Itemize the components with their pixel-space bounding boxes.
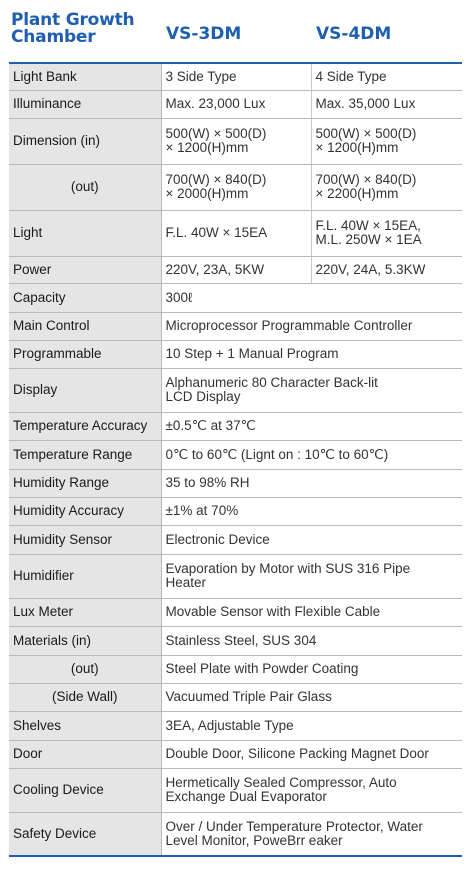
title-line-1: Plant Growth [11,10,135,30]
value-vs-4dm [311,164,462,210]
row-label: Humidifier [9,554,161,598]
value-line: LCD Display [165,389,241,404]
row-humidifier [9,554,462,598]
value-line: 500(W) × 500(D) [315,126,417,141]
value-shared: Movable Sensor with Flexible Cable [161,598,462,626]
row-temperature-accuracy [9,412,462,440]
value-vs-4dm: 220V, 24A, 5.3KW [311,256,462,283]
value-shared: 3EA, Adjustable Type [161,711,462,740]
row-light [9,210,462,256]
model-vs-4dm: VS-4DM [316,24,392,44]
row-label: Lux Meter [9,598,161,626]
row-humidity-range [9,469,462,497]
value-line: F.L. 40W × 15EA, [315,218,421,233]
value-line: × 1200(H)mm [315,140,399,155]
row-label: Main Control [9,312,161,340]
value-shared: 35 to 98% RH [161,469,462,497]
model-vs-3dm: VS-3DM [166,24,242,44]
row-capacity [9,283,462,312]
row-lux-meter [9,598,462,626]
row-illuminance [9,90,462,118]
row-label: Temperature Range [9,440,161,469]
value-shared: Steel Plate with Powder Coating [161,655,462,683]
row-label: Temperature Accuracy [9,412,161,440]
value-vs-3dm [161,164,311,210]
header [0,0,472,62]
value-line: 700(W) × 840(D) [315,172,417,187]
value-line: Hermetically Sealed Compressor, Auto [165,775,397,790]
spec-table [9,62,462,857]
row-label: Shelves [9,711,161,740]
row-label: Display [9,368,161,412]
value-shared: Electronic Device [161,525,462,554]
row-label: (out) [9,655,161,683]
row-label: Light Bank [9,63,161,90]
value-vs-3dm [161,118,311,164]
page-title [11,12,134,46]
row-label: (Side Wall) [9,683,161,711]
value-line: × 2200(H)mm [315,186,399,201]
row-label: Power [9,256,161,283]
row-humidity-sensor [9,525,462,554]
row-label: Illuminance [9,90,161,118]
row-materials-in [9,626,462,655]
value-vs-3dm: F.L. 40W × 15EA [161,210,311,256]
value-line: × 1200(H)mm [165,140,249,155]
row-label: Door [9,740,161,768]
row-light-bank [9,63,462,90]
row-main-control [9,312,462,340]
value-shared: Double Door, Silicone Packing Magnet Door [161,740,462,768]
value-line: × 2000(H)mm [165,186,249,201]
row-humidity-accuracy [9,497,462,525]
row-label: Cooling Device [9,768,161,812]
value-vs-4dm: Max. 35,000 Lux [311,90,462,118]
row-label: Programmable [9,340,161,368]
row-safety-device [9,812,462,856]
row-label: Humidity Range [9,469,161,497]
row-materials-side-wall [9,683,462,711]
value-shared: Vacuumed Triple Pair Glass [161,683,462,711]
value-shared [161,812,462,856]
value-shared: ±0.5℃ at 37℃ [161,412,462,440]
value-shared [161,768,462,812]
value-shared [161,368,462,412]
row-door [9,740,462,768]
value-line: 700(W) × 840(D) [165,172,267,187]
title-line-2: Chamber [11,27,96,47]
row-dimension-in [9,118,462,164]
value-line: Evaporation by Motor with SUS 316 Pipe [165,561,411,576]
value-line: Alphanumeric 80 Character Back-lit [165,375,378,390]
row-label: Dimension (in) [9,118,161,164]
row-cooling-device [9,768,462,812]
row-power [9,256,462,283]
row-label: Light [9,210,161,256]
row-label: Safety Device [9,812,161,856]
value-vs-3dm: 3 Side Type [161,63,311,90]
row-label: Humidity Sensor [9,525,161,554]
value-shared: 10 Step + 1 Manual Program [161,340,462,368]
value-line: Over / Under Temperature Protector, Water [165,818,423,834]
row-display [9,368,462,412]
row-temperature-range [9,440,462,469]
value-shared: Microprocessor Programmable Controller [161,312,462,340]
value-vs-4dm: 4 Side Type [311,63,462,90]
value-vs-3dm: 220V, 23A, 5KW [161,256,311,283]
row-label: Materials (in) [9,626,161,655]
value-line: 500(W) × 500(D) [165,126,267,141]
value-line: Exchange Dual Evaporator [165,789,327,804]
value-vs-4dm [311,210,462,256]
value-shared: 300ℓ [161,283,462,312]
row-dimension-out [9,164,462,210]
value-shared [161,554,462,598]
value-vs-4dm [311,118,462,164]
row-programmable [9,340,462,368]
value-shared: 0℃ to 60℃ (Lignt on : 10℃ to 60℃) [161,440,462,469]
row-shelves [9,711,462,740]
value-shared: Stainless Steel, SUS 304 [161,626,462,655]
row-label: Humidity Accuracy [9,497,161,525]
row-materials-out [9,655,462,683]
value-line: M.L. 250W × 1EA [315,232,422,247]
row-label: Capacity [9,283,161,312]
row-label: (out) [9,164,161,210]
value-vs-3dm: Max. 23,000 Lux [161,90,311,118]
value-shared: ±1% at 70% [161,497,462,525]
value-line: Level Monitor, PoweBrr eaker [165,832,343,848]
value-line: Heater [165,575,207,590]
